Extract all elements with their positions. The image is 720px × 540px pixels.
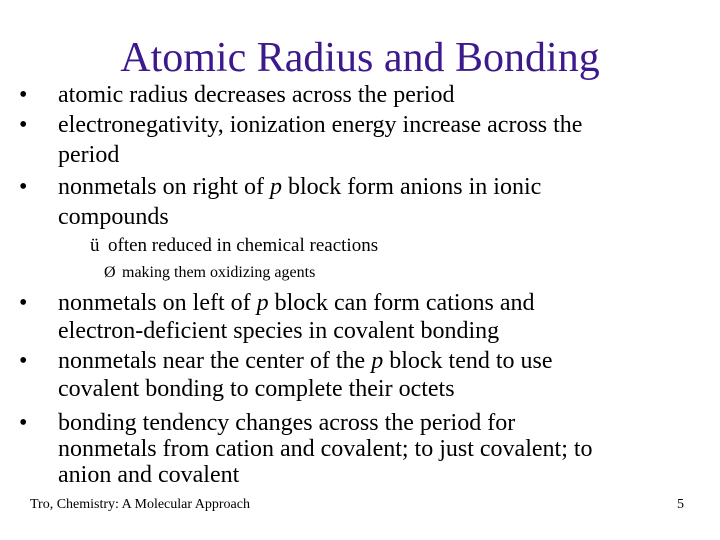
bullet-text: atomic radius decreases across the period <box>58 82 455 108</box>
p-block-italic: p <box>256 290 269 316</box>
bullet-text-line: anion and covalent <box>58 462 240 488</box>
bullet-marker: • <box>19 348 28 374</box>
text-run: block can form cations and <box>268 290 535 316</box>
sub-sub-bullet-text: making them oxidizing agents <box>122 264 316 281</box>
bullet-marker: • <box>19 82 28 108</box>
bullet-marker: • <box>19 410 28 436</box>
p-block-italic: p <box>371 348 384 374</box>
bullet-text-line <box>58 288 698 318</box>
text-run: block form anions in ionic <box>281 174 542 200</box>
bullet-marker: • <box>19 290 28 316</box>
bullet-text-line: covalent bonding to complete their octets <box>58 376 455 402</box>
footer-source: Tro, Chemistry: A Molecular Approach <box>30 497 250 512</box>
bullet-text-line: bonding tendency changes across the period for <box>58 410 516 436</box>
bullet-text-line <box>58 172 698 202</box>
text-run: block tend to use <box>383 348 553 374</box>
text-run: nonmetals on left of <box>58 290 257 316</box>
text-run: nonmetals on right of <box>58 174 270 200</box>
checkmark-icon: ü <box>90 235 100 256</box>
bullet-text-line: compounds <box>58 204 169 230</box>
bullet-text-line <box>58 346 698 376</box>
bullet-text-line: period <box>58 142 120 168</box>
bullet-text-line: nonmetals from cation and covalent; to just covalent; to <box>58 436 593 462</box>
bullet-text-line: electronegativity, ionization energy increase across the <box>58 112 583 138</box>
bullet-text-line: electron-deficient species in covalent bonding <box>58 318 500 344</box>
page-number: 5 <box>677 497 684 512</box>
p-block-italic: p <box>269 174 282 200</box>
bullet-marker: • <box>19 112 28 138</box>
arrow-icon: Ø <box>104 264 116 281</box>
slide-title: Atomic Radius and Bonding <box>120 35 600 81</box>
sub-bullet-text: often reduced in chemical reactions <box>108 235 379 256</box>
bullet-marker: • <box>19 174 28 200</box>
text-run: nonmetals near the center of the <box>58 348 372 374</box>
